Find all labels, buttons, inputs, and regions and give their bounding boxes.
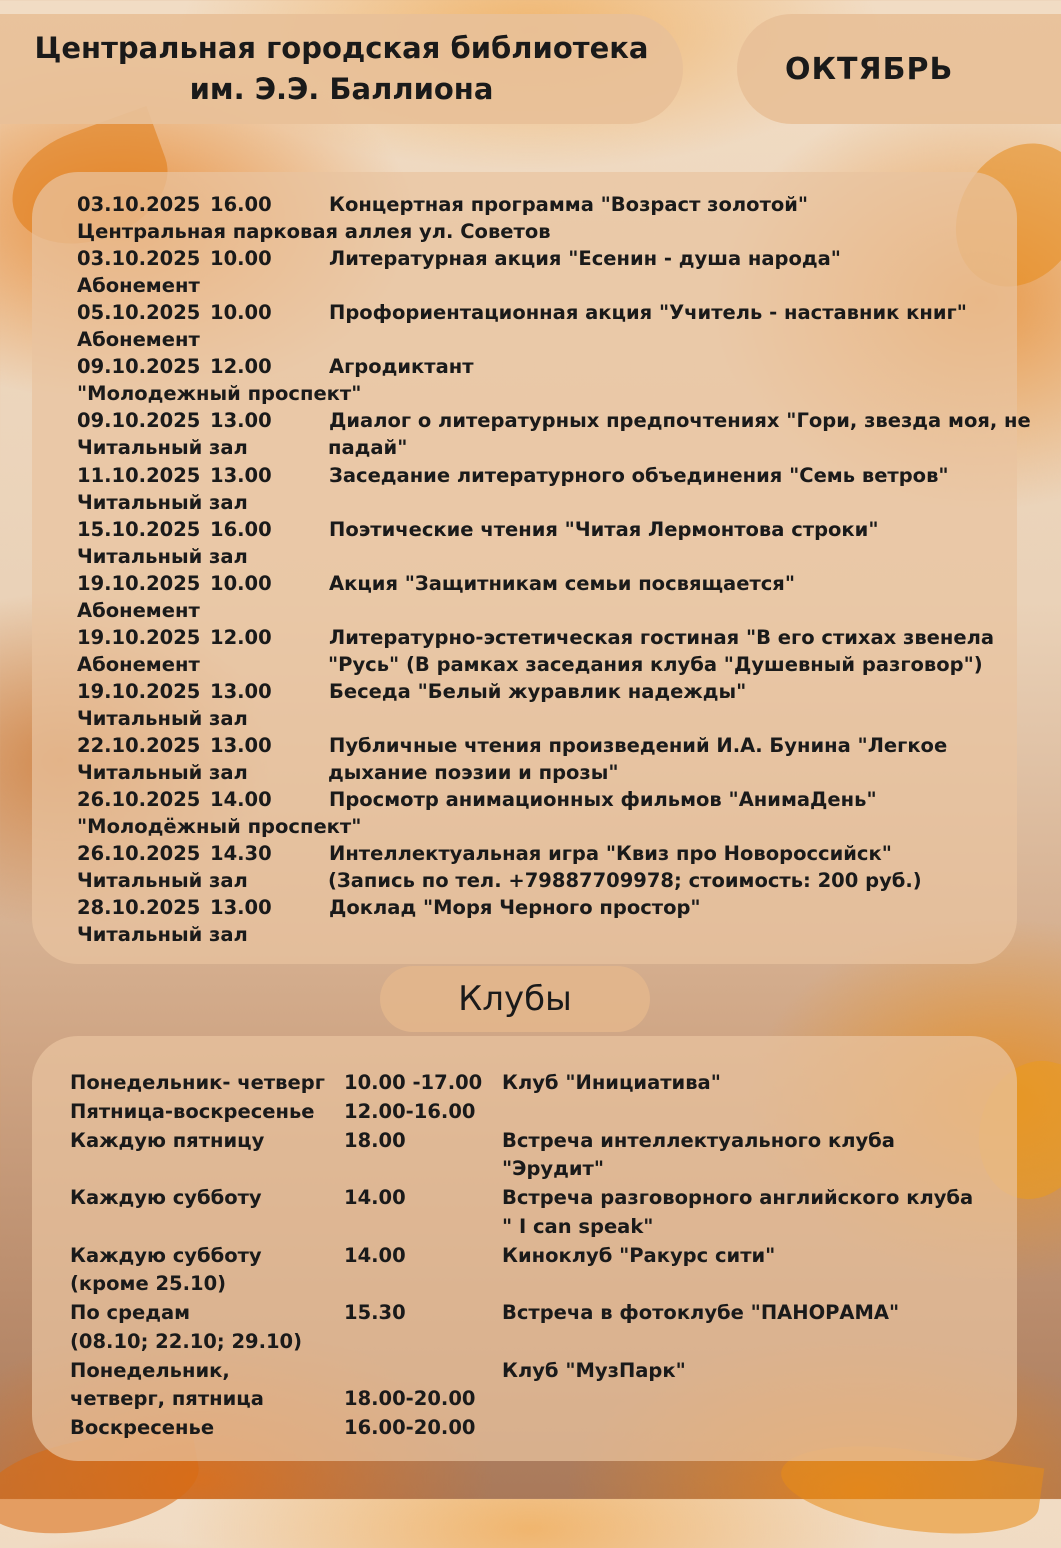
- event-date: 19.10.2025: [77, 571, 201, 595]
- event-date: 05.10.2025: [77, 301, 201, 325]
- event-place: Читальный зал: [77, 761, 248, 784]
- event-time: 13.00: [210, 896, 272, 920]
- event-date: 15.10.2025: [77, 517, 201, 541]
- event-time: 13.00: [210, 734, 272, 757]
- club-name: "Эрудит": [502, 1157, 605, 1181]
- club-time: 14.00: [344, 1243, 406, 1267]
- event-title: Доклад "Моря Черного простор": [329, 896, 701, 920]
- club-name: Клуб "Инициатива": [502, 1071, 721, 1094]
- event-date: 22.10.2025: [77, 734, 201, 757]
- event-place: Читальный зал: [77, 544, 248, 568]
- event-row: [77, 299, 1017, 353]
- club-day: Понедельник,: [70, 1358, 230, 1382]
- event-place: Читальный зал: [77, 436, 248, 460]
- event-place: Центральная парковая аллея ул. Советов: [77, 220, 551, 243]
- event-time: 12.00: [210, 355, 272, 379]
- library-title-line2: им. Э.Э. Баллиона: [189, 72, 494, 106]
- event-time: 10.00: [210, 247, 272, 271]
- event-time: 13.00: [210, 679, 272, 703]
- club-time: 10.00 -17.00: [344, 1071, 483, 1094]
- event-row: [77, 678, 1017, 732]
- event-title: Заседание литературного объединения "Семь ветров": [329, 463, 949, 487]
- club-day: По средам: [70, 1301, 191, 1324]
- event-place: Абонемент: [77, 652, 200, 676]
- event-time: 12.00: [210, 625, 272, 649]
- event-place: Абонемент: [77, 274, 200, 298]
- event-date: 26.10.2025: [77, 788, 201, 812]
- event-place: Читальный зал: [77, 706, 248, 730]
- event-row: [77, 624, 1017, 678]
- event-title: Литературно-эстетическая гостиная "В его стихах звенела: [329, 625, 995, 649]
- event-title: Диалог о литературных предпочтениях "Гори, звезда моя, не: [329, 409, 1031, 433]
- event-date: 03.10.2025: [77, 247, 201, 271]
- event-title: Акция "Защитникам семьи посвящается": [329, 571, 795, 595]
- event-time: 13.00: [210, 409, 272, 433]
- event-row: [77, 462, 1017, 516]
- event-place: Абонемент: [77, 598, 200, 622]
- event-place: "Молодежный проспект": [77, 382, 362, 406]
- event-row: [77, 570, 1017, 624]
- club-day: Каждую субботу: [70, 1243, 262, 1267]
- event-title-continued: "Русь" (В рамках заседания клуба "Душевный разговор"): [328, 652, 983, 676]
- event-date: 11.10.2025: [77, 463, 201, 487]
- event-time: 13.00: [210, 463, 272, 487]
- event-row: [77, 894, 1017, 948]
- club-day: Каждую пятницу: [70, 1128, 265, 1152]
- event-place: Абонемент: [77, 328, 200, 352]
- month-label: ОКТЯБРЬ: [737, 14, 1061, 124]
- event-time: 14.30: [210, 842, 272, 866]
- club-name: Киноклуб "Ракурс сити": [502, 1243, 776, 1267]
- event-row: [77, 516, 1017, 570]
- event-title: Просмотр анимационных фильмов "АнимаДень": [329, 788, 877, 812]
- club-time: 16.00-20.00: [344, 1416, 476, 1439]
- club-time: 18.00: [344, 1128, 406, 1152]
- event-place: Читальный зал: [77, 490, 248, 514]
- event-time: 16.00: [210, 193, 272, 216]
- club-day: (кроме 25.10): [70, 1272, 227, 1296]
- clubs-panel: [32, 1036, 1017, 1461]
- event-title: Публичные чтения произведений И.А. Бунина "Легкое: [329, 734, 948, 757]
- event-title: Беседа "Белый журавлик надежды": [329, 679, 747, 703]
- event-date: 09.10.2025: [77, 355, 201, 379]
- event-title: Поэтические чтения "Читая Лермонтова строки": [329, 517, 879, 541]
- event-row: [77, 353, 1017, 407]
- event-date: 19.10.2025: [77, 679, 201, 703]
- event-title: Интеллектуальная игра "Квиз про Новороссийск": [329, 842, 892, 866]
- event-row: [77, 732, 1017, 786]
- event-row: [77, 191, 1017, 245]
- event-place: Читальный зал: [77, 869, 248, 893]
- club-day: Каждую субботу: [70, 1186, 262, 1209]
- club-name: Встреча в фотоклубе "ПАНОРАМА": [502, 1301, 900, 1324]
- event-time: 16.00: [210, 517, 272, 541]
- club-name: Встреча интеллектуального клуба: [502, 1128, 895, 1152]
- event-title: Концертная программа "Возраст золотой": [329, 193, 809, 216]
- club-name: " I can speak": [502, 1214, 654, 1238]
- event-title: Агродиктант: [329, 355, 474, 379]
- club-day: Понедельник- четверг: [70, 1071, 325, 1094]
- club-time: 15.30: [344, 1301, 406, 1324]
- event-title-continued: падай": [328, 436, 408, 460]
- event-title: Литературная акция "Есенин - душа народа": [329, 247, 841, 271]
- event-title-continued: (Запись по тел. +79887709978; стоимость: 200 руб.): [328, 869, 922, 893]
- event-time: 10.00: [210, 571, 272, 595]
- event-time: 14.00: [210, 788, 272, 812]
- event-date: 26.10.2025: [77, 842, 201, 866]
- event-row: [77, 245, 1017, 299]
- club-time: 18.00-20.00: [344, 1387, 476, 1411]
- events-panel: [32, 172, 1031, 964]
- event-date: 09.10.2025: [77, 409, 201, 433]
- event-row: [77, 786, 1017, 840]
- event-place: Читальный зал: [77, 923, 248, 947]
- event-time: 10.00: [210, 301, 272, 325]
- event-title-continued: дыхание поэзии и прозы": [328, 761, 619, 784]
- club-day: Пятница-воскресенье: [70, 1099, 315, 1123]
- event-place: "Молодёжный проспект": [77, 815, 362, 839]
- event-date: 19.10.2025: [77, 625, 201, 649]
- event-row: [77, 407, 1031, 461]
- event-date: 03.10.2025: [77, 193, 201, 216]
- club-day: (08.10; 22.10; 29.10): [70, 1329, 303, 1353]
- club-time: 12.00-16.00: [344, 1099, 476, 1123]
- library-title: [0, 14, 683, 124]
- library-title-line1: Центральная городская библиотека: [34, 31, 649, 65]
- clubs-heading: Клубы: [380, 966, 650, 1032]
- club-day: Воскресенье: [70, 1416, 215, 1439]
- club-name: Встреча разговорного английского клуба: [502, 1186, 974, 1209]
- event-date: 28.10.2025: [77, 896, 201, 920]
- club-time: 14.00: [344, 1186, 406, 1209]
- club-name: Клуб "МузПарк": [502, 1358, 686, 1382]
- club-day: четверг, пятница: [70, 1387, 264, 1411]
- event-title: Профориентационная акция "Учитель - наставник книг": [329, 301, 967, 325]
- event-row: [77, 840, 1017, 894]
